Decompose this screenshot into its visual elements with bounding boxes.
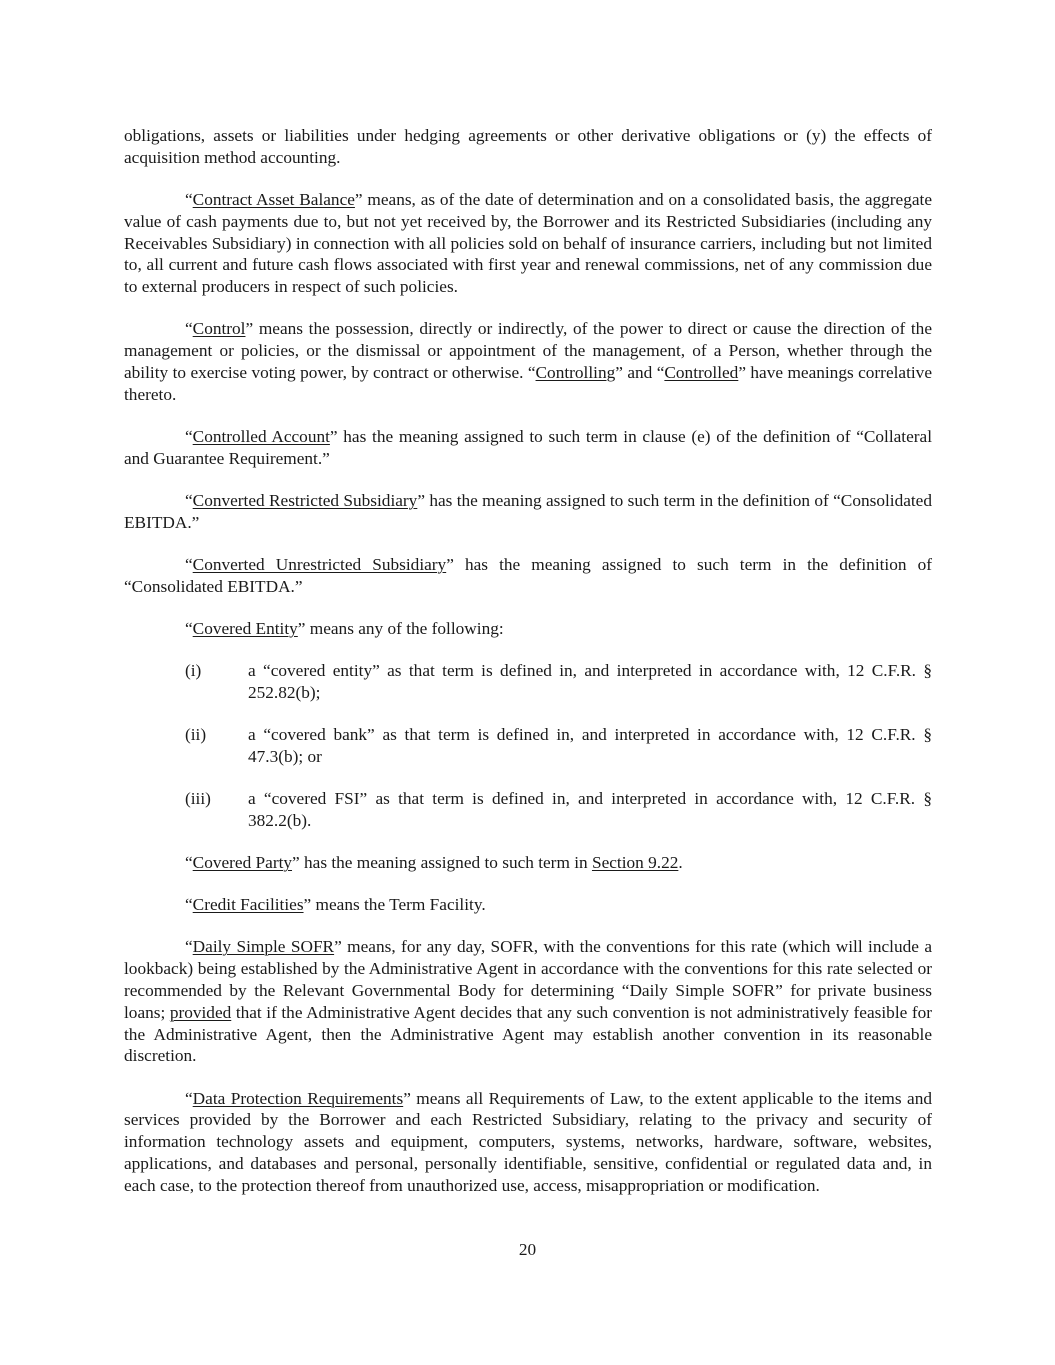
definition-converted-unrestricted-subsidiary: “Converted Unrestricted Subsidiary” has the meaning assigned to such term in the definition of “Consolidated EBITDA.” — [124, 554, 932, 596]
list-item-text: a “covered FSI” as that term is defined in, and interpreted in accordance with, 12 C.F.R. § 382.2(b). — [248, 789, 932, 830]
definition-covered-entity: “Covered Entity” means any of the following: — [185, 618, 504, 638]
definition-covered-party: “Covered Party” has the meaning assigned to such term in Section 9.22. — [185, 853, 683, 873]
defined-term: Controlled — [664, 362, 739, 382]
section-reference: Section 9.22 — [591, 853, 679, 873]
defined-term: Covered Party — [192, 853, 293, 873]
defined-term: Converted Unrestricted Subsidiary — [192, 554, 447, 574]
page-number: 20 — [518, 1240, 537, 1259]
list-item-number: (i) — [185, 661, 202, 681]
definition-daily-simple-sofr: “Daily Simple SOFR” means, for any day, SOFR, with the conventions for this rate (which will include a lookback) being established by the Administrative Agent in accordance with the conventions for this rate selected or recommended by the Relevant Governmental Body for determining “Daily Simple SOFR” for private business loans; provided that if the Administrative Agent decides that any such convention is not administratively feasible for the Administrative Agent, then the Administrative Agent may establish another convention in its reasonable discretion. — [124, 937, 932, 1066]
defined-term: Converted Restricted Subsidiary — [192, 490, 418, 510]
list-item-text: a “covered entity” as that term is defined in, and interpreted in accordance with, 12 C.F.R. § 252.82(b); — [248, 661, 932, 702]
definition-control: “Control” means the possession, directly or indirectly, of the power to direct or cause the direction of the management or policies, or the dismissal or appointment of the management, of a Person, whether through the ability to exercise voting power, by contract or otherwise. “Controlling” and “Controlled” have meanings correlative thereto. — [124, 319, 932, 404]
defined-term: Credit Facilities — [192, 895, 304, 915]
defined-term: Control — [192, 319, 246, 339]
definition-data-protection-requirements: “Data Protection Requirements” means all Requirements of Law, to the extent applicable to the items and services provided by the Borrower and each Restricted Subsidiary, relating to the privacy and security of information technology assets and equipment, computers, systems, networks, hardware, software, websites, applications, and databases and personal, personally identifiable, sensitive, confidential or regulated data and, in each case, to the protection thereof from unauthorized use, access, misappropriation or modification. — [124, 1088, 932, 1195]
list-item — [185, 788, 932, 832]
defined-term: Controlled Account — [192, 426, 330, 446]
defined-term: Covered Entity — [192, 618, 298, 638]
paragraph-continuation: obligations, assets or liabilities under hedging agreements or other derivative obligations or (y) the effects of acquisition method accounting. — [124, 126, 932, 167]
defined-term: Data Protection Requirements — [192, 1088, 404, 1108]
proviso-term: provided — [169, 1002, 232, 1022]
definition-controlled-account: “Controlled Account” has the meaning assigned to such term in clause (e) of the definition of “Collateral and Guarantee Requirement.” — [124, 426, 933, 468]
definition-contract-asset-balance: “Contract Asset Balance” means, as of the date of determination and on a consolidated basis, the aggregate value of cash payments due to, but not yet received by, the Borrower and its Restricted Subsidiaries (including any Receivables Subsidiary) in connection with all policies sold on behalf of insurance carriers, including but not limited to, all current and future cash flows associated with first year and renewal commissions, net of any commission due to external producers in respect of such policies. — [124, 189, 932, 297]
definition-converted-restricted-subsidiary: “Converted Restricted Subsidiary” has the meaning assigned to such term in the definition of “Consolidated EBITDA.” — [124, 490, 932, 532]
list-item-text: a “covered bank” as that term is defined in, and interpreted in accordance with, 12 C.F.R. § 47.3(b); or — [248, 725, 932, 766]
defined-term: Controlling — [535, 362, 616, 382]
defined-term: Daily Simple SOFR — [192, 937, 335, 957]
list-item — [185, 724, 932, 768]
list-item — [185, 660, 932, 704]
list-item-number: (iii) — [185, 789, 211, 809]
list-item-number: (ii) — [185, 725, 207, 745]
definition-credit-facilities: “Credit Facilities” means the Term Facility. — [185, 895, 486, 915]
document-page — [124, 125, 932, 1217]
defined-term: Contract Asset Balance — [192, 189, 355, 209]
